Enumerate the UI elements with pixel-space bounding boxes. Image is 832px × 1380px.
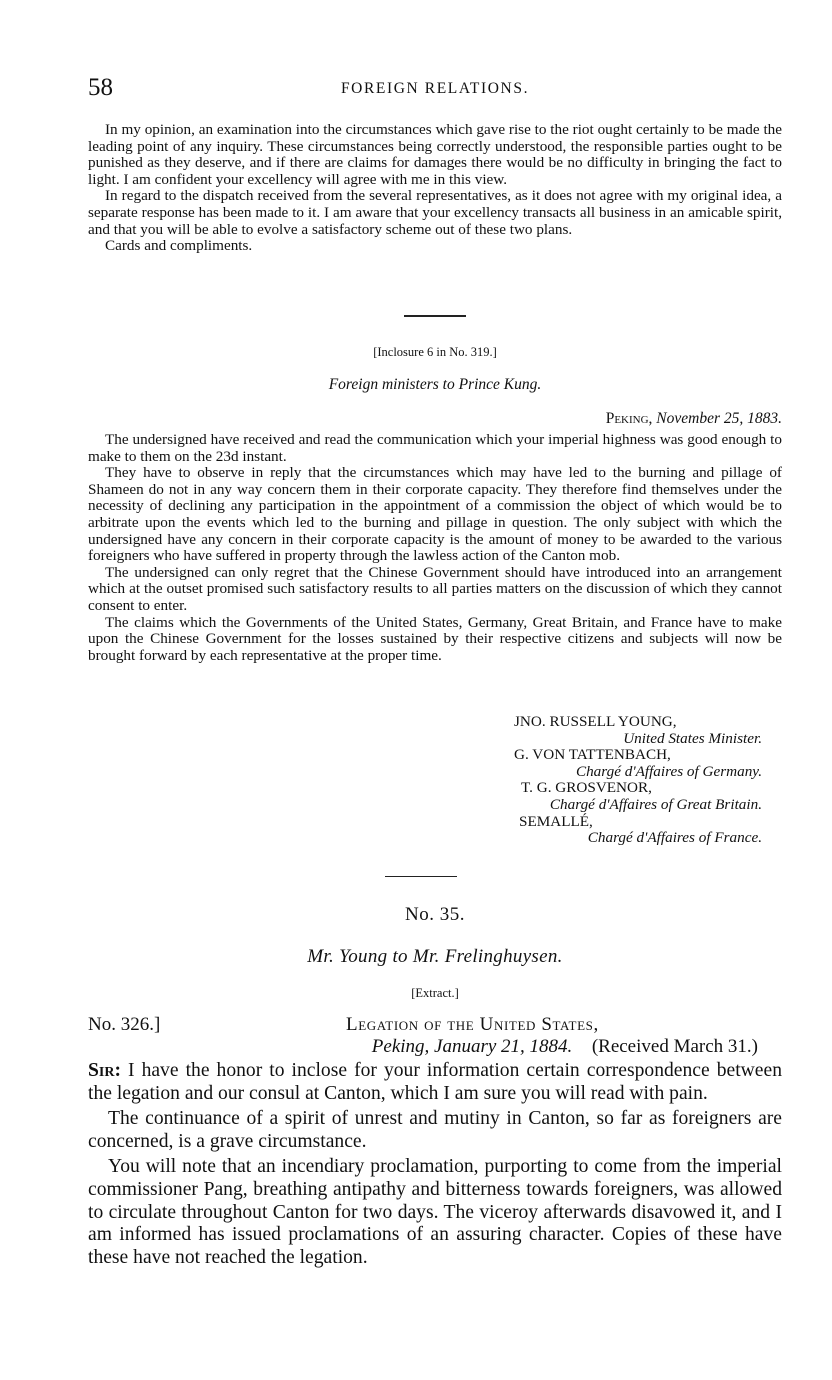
received-date: (Received March 31.) [591,1036,758,1057]
signatory-name: T. G. GROSVENOR, [521,779,652,797]
page-header [88,74,782,104]
signatory-title: Chargé d'Affaires of Great Britain. [549,795,762,813]
section-divider [404,315,466,317]
dispatch-reference: No. 326.] [88,1014,161,1035]
paragraph: Cards and compliments. [105,237,253,255]
paragraph: You will note that an incendiary proclamation, purporting to come from the imperial commissioner Pang, breathing antipathy and bitterness towards foreigners, was allowed to circulate throughout Canton for two days. The viceroy afterwards disavowed it, and I am informed has issued proclamations of an assuring character. Copies of these have these have not reached the legation. [88,1156,782,1268]
letter-date: January 21, 1884. [434,1036,573,1057]
paragraph-text: I have the honor to inclose for your information certain correspondence between the legation and our consul at Canton, which I am sure you will read with pain. [88,1060,782,1104]
dateline-place: Peking, [605,410,653,427]
extract-label: [Extract.] [411,986,459,1000]
salutation: Sir: [88,1060,121,1081]
signatory-name: JNO. RUSSELL YOUNG, [514,713,677,730]
document-number: No. 35. [405,904,465,925]
inclosure-label: [Inclosure 6 in No. 319.] [373,345,497,359]
legation-heading: Legation of the United States, [346,1014,599,1035]
paragraph: They have to observe in reply that the circumstances which may have led to the burning and pillage of Shameen do not in any way concern them in their corporate capacity. They therefore find themselves under the necessity of declining any participation in the appointment of a commission the object of which would be to arbitrate upon the events which led to the burning and pillage in question. The only subject with which the undersigned have any concern in their corporate capacity is the amount of money to be awarded to the various foreigners who have suffered in property through the lawless action of the Canton mob. [88,464,782,565]
signatory-title: Chargé d'Affaires of France. [587,829,762,847]
section-divider [385,876,457,877]
paragraph [88,1060,782,1105]
inclosure-title: Foreign ministers to Prince Kung. [328,376,542,393]
letter-body [88,1060,782,1272]
letter-dateline [88,1036,782,1058]
dateline-date: November 25, 1883. [656,410,782,427]
inclosure-dateline [88,410,782,428]
letter-place: Peking, [371,1036,430,1057]
signatory-title: Chargé d'Affaires of Germany. [575,762,762,780]
signatory-title: United States Minister. [623,729,762,747]
signatory-name: G. VON TATTENBACH, [514,746,671,764]
signatory-name: SEMALLÉ, [519,812,593,830]
paragraph: In regard to the dispatch received from the several representatives, as it does not agree with my original idea, a separate response has been made to it. I am aware that your excellency transacts all business in an amicable spirit, and that you will be able to evolve a satisfactory scheme out of these two plans. [88,187,782,238]
signature-block [88,714,762,847]
paragraph: The undersigned have received and read the communication which your imperial highness was good enough to make to them on the 23d instant. [88,431,782,465]
letter-heading [88,1014,782,1058]
page-number: 58 [88,74,113,101]
document-title: Mr. Young to Mr. Frelinghuysen. [307,946,563,967]
inclosure-body [88,432,782,664]
paragraph: The claims which the Governments of the United States, Germany, Great Britain, and France have to make upon the Chinese Government for the losses sustained by their respective citizens and subjects will now be brought forward by each representative at the proper time. [88,613,782,664]
running-title: FOREIGN RELATIONS. [340,80,530,97]
paragraph: The continuance of a spirit of unrest and mutiny in Canton, so far as foreigners are concerned, is a grave circumstance. [88,1108,782,1152]
continued-letter [88,122,782,255]
paragraph: The undersigned can only regret that the Chinese Government should have introduced into an arrangement which at the outset promised such satisfactory results to all parties matters on the discussion of which they cannot consent to enter. [88,563,782,614]
paragraph: In my opinion, an examination into the circumstances which gave rise to the riot ought certainly to be made the leading point of any inquiry. These circumstances being correctly understood, the responsible parties ought to be punished as they deserve, and if there are claims for damages there would be no difficulty in bringing the fact to light. I am confident your excellency will agree with me in this view. [88,121,782,188]
